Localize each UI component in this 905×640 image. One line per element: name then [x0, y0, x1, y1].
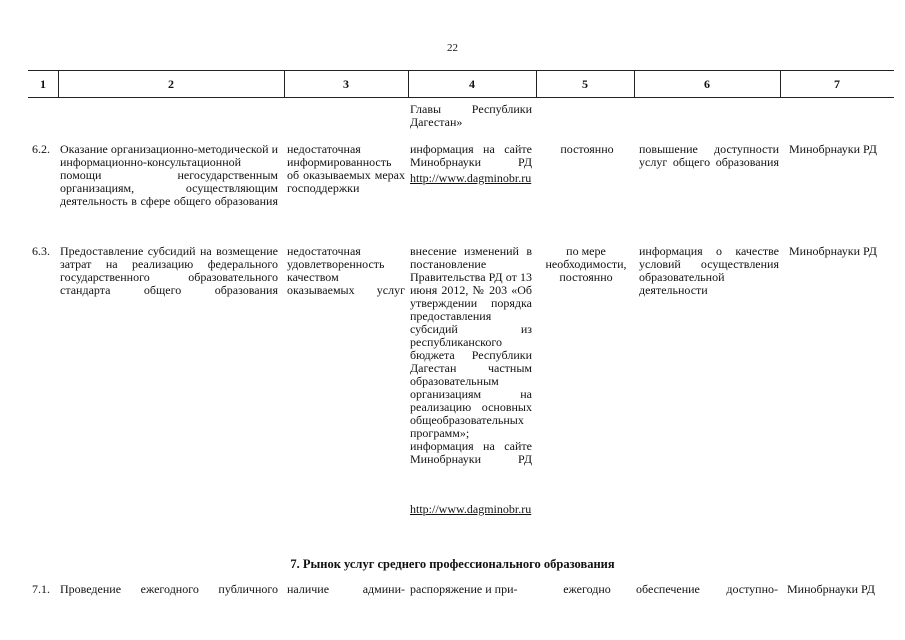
row-number: 6.2.: [32, 142, 50, 156]
page-number: 22: [447, 42, 458, 54]
measure-text: Предоставление субсидий на возмещение затрат на реализацию федерального государственного образовательного стандарта общего образования: [60, 244, 278, 297]
responsible-text: Минобрнауки РД: [789, 244, 877, 258]
header-col-1: 1: [40, 77, 46, 91]
responsible-text: Минобрнауки РД: [789, 142, 877, 156]
header-col-5: 5: [582, 77, 588, 91]
header-col-4: 4: [469, 77, 475, 91]
header-col-7: 7: [834, 77, 840, 91]
section-title: 7. Рынок услуг среднего профессионального образования: [290, 557, 615, 571]
measure-text: Проведение ежегодного публичного: [60, 582, 278, 596]
header-col-6: 6: [704, 77, 710, 91]
deadline-text: ежегодно: [563, 582, 611, 596]
row-number: 7.1.: [32, 582, 50, 596]
header-col-3: 3: [343, 77, 349, 91]
row-number: 6.3.: [32, 244, 50, 258]
result-text: повышение доступности услуг общего образования: [639, 142, 779, 169]
document-text: внесение изменений в постановление Правительства РД от 13 июня 2012, № 203 «Об утверждении порядка предоставления субсидий из республиканского бюджета Республики Дагестан частным образовательным организациям на реализацию основных общеобразовательных программ»; информация на сайте Минобрнауки РД: [410, 244, 532, 466]
problem-text: наличие админи-: [287, 582, 405, 596]
table-header: [28, 70, 894, 98]
measure-text: Оказание организационно-методической и информационно-консультационной помощи негосударственным организациям, осуществляющим деятельность в сфере общего образования: [60, 142, 278, 208]
deadline-text: по мере необходимости, постоянно: [545, 244, 627, 284]
site-link[interactable]: http://www.dagminobr.ru: [410, 171, 532, 185]
responsible-text: Минобрнауки РД: [787, 582, 875, 596]
deadline-text: постоянно: [560, 142, 614, 156]
site-link[interactable]: http://www.dagminobr.ru: [410, 502, 532, 516]
problem-text: недостаточная информированность об оказываемых мерах господдержки: [287, 142, 405, 195]
header-col-2: 2: [168, 77, 174, 91]
document-text: распоряжение и при-: [410, 582, 518, 596]
problem-text: недостаточная удовлетворенность качеством оказываемых услуг: [287, 244, 405, 297]
result-text: обеспечение доступно-: [636, 582, 778, 596]
result-text: информация о качестве условий осуществления образовательной деятельности: [639, 244, 779, 297]
continuation-text: Главы Республики Дагестан»: [410, 102, 532, 129]
document-text: информация на сайте Минобрнауки РД: [410, 142, 532, 169]
